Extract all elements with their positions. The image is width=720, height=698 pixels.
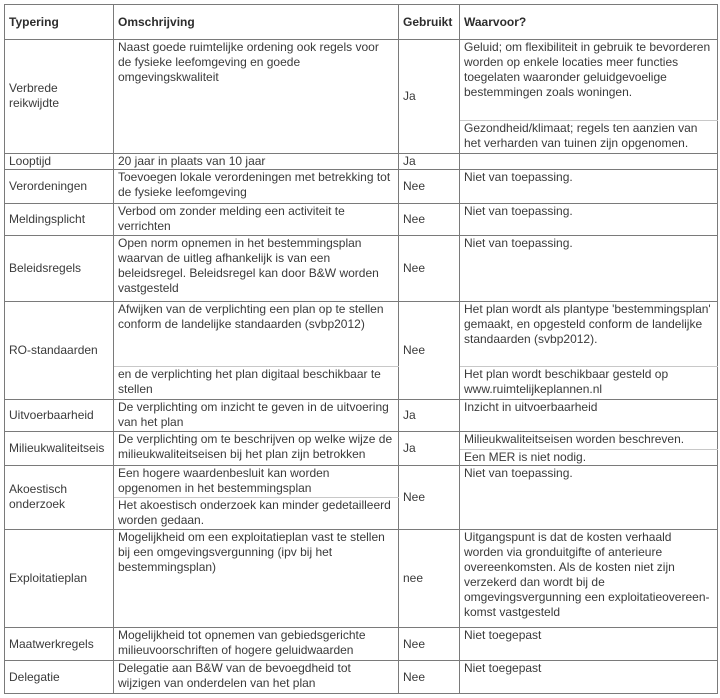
gebruikt-cell: Ja xyxy=(399,153,460,169)
table-row xyxy=(5,153,718,169)
typering-cell: Delegatie xyxy=(5,661,114,694)
omschrijving-cell: 20 jaar in plaats van 10 jaar xyxy=(114,153,399,169)
waarvoor-cell: Milieukwaliteitseisen worden beschreven. xyxy=(460,432,718,449)
waarvoor-cell: Uitgangspunt is dat de kosten verhaald worden via gronduitgifte of anterieure overeenkomsten. Als de kosten niet zijn verzekerd dan wordt bij de omgevingsvergunning een exploitatieovereen-komst vastgesteld xyxy=(460,529,718,628)
omschrijving-cell: Afwijken van de verplichting een plan op te stellen conform de landelijke standaarden (svbp2012) xyxy=(114,301,399,367)
gebruikt-cell: Ja xyxy=(399,432,460,466)
omschrijving-cell: Een hogere waardenbesluit kan worden opgenomen in het bestemmingsplan xyxy=(114,465,399,497)
instruments-table xyxy=(4,4,718,694)
table-row xyxy=(5,40,718,121)
table-row xyxy=(5,170,718,204)
typering-cell: RO-standaarden xyxy=(5,301,114,400)
omschrijving-cell: Open norm opnemen in het bestemmingsplan waarvan de uitleg afhankelijk is van een beleidsregel. Beleidsregel kan door B&W worden vastgesteld xyxy=(114,236,399,302)
omschrijving-cell: De verplichting om inzicht te geven in de uitvoering van het plan xyxy=(114,400,399,432)
table-row xyxy=(5,529,718,628)
table-row xyxy=(5,301,718,367)
header-waarvoor: Waarvoor? xyxy=(460,5,718,40)
typering-cell: Exploitatieplan xyxy=(5,529,114,628)
typering-cell: Meldingsplicht xyxy=(5,204,114,236)
header-row xyxy=(5,5,718,40)
waarvoor-cell: Geluid; om flexibiliteit in gebruik te bevorderen worden op enkele locaties meer functies toegelaten waaronder geluidgevoelige bestemmingen zoals woningen. xyxy=(460,40,718,121)
table-row xyxy=(5,432,718,449)
table-row xyxy=(5,236,718,302)
omschrijving-cell: Het akoestisch onderzoek kan minder gedetailleerd worden gedaan. xyxy=(114,497,399,529)
waarvoor-cell: Een MER is niet nodig. xyxy=(460,449,718,465)
omschrijving-cell: en de verplichting het plan digitaal beschikbaar te stellen xyxy=(114,367,399,400)
typering-cell: Beleidsregels xyxy=(5,236,114,302)
omschrijving-cell: De verplichting om te beschrijven op welke wijze de milieukwaliteitseisen bij het plan zijn betrokken xyxy=(114,432,399,466)
waarvoor-cell: Niet toegepast xyxy=(460,661,718,694)
typering-cell: Milieukwaliteitseis xyxy=(5,432,114,466)
header-gebruikt: Gebruikt xyxy=(399,5,460,40)
gebruikt-cell: nee xyxy=(399,529,460,628)
gebruikt-cell: Nee xyxy=(399,628,460,661)
typering-cell: Verbrede reikwijdte xyxy=(5,40,114,154)
gebruikt-cell: Nee xyxy=(399,661,460,694)
gebruikt-cell: Nee xyxy=(399,204,460,236)
typering-cell: Maatwerkregels xyxy=(5,628,114,661)
gebruikt-cell: Nee xyxy=(399,301,460,400)
table-row xyxy=(5,628,718,661)
waarvoor-cell xyxy=(460,153,718,169)
gebruikt-cell: Nee xyxy=(399,236,460,302)
typering-cell: Verordeningen xyxy=(5,170,114,204)
typering-cell: Uitvoerbaarheid xyxy=(5,400,114,432)
header-typering: Typering xyxy=(5,5,114,40)
gebruikt-cell: Nee xyxy=(399,465,460,529)
typering-cell: Akoestisch onderzoek xyxy=(5,465,114,529)
gebruikt-cell: Ja xyxy=(399,40,460,154)
waarvoor-cell: Niet toegepast xyxy=(460,628,718,661)
waarvoor-cell: Gezondheid/klimaat; regels ten aanzien van het verharden van tuinen zijn opgenomen. xyxy=(460,121,718,154)
table-row xyxy=(5,204,718,236)
waarvoor-cell: Het plan wordt beschikbaar gesteld op www.ruimtelijkeplannen.nl xyxy=(460,367,718,400)
table-row xyxy=(5,400,718,432)
waarvoor-cell: Niet van toepassing. xyxy=(460,204,718,236)
gebruikt-cell: Ja xyxy=(399,400,460,432)
omschrijving-cell: Naast goede ruimtelijke ordening ook regels voor de fysieke leefomgeving en goede omgevingskwaliteit xyxy=(114,40,399,154)
header-omschrijving: Omschrijving xyxy=(114,5,399,40)
waarvoor-cell: Het plan wordt als plantype 'bestemmingsplan' gemaakt, en opgesteld conform de landelijke standaarden (svbp2012). xyxy=(460,301,718,367)
waarvoor-cell: Niet van toepassing. xyxy=(460,236,718,302)
waarvoor-cell: Inzicht in uitvoerbaarheid xyxy=(460,400,718,432)
omschrijving-cell: Verbod om zonder melding een activiteit te verrichten xyxy=(114,204,399,236)
omschrijving-cell: Delegatie aan B&W van de bevoegdheid tot wijzigen van onderdelen van het plan xyxy=(114,661,399,694)
omschrijving-cell: Mogelijkheid om een exploitatieplan vast te stellen bij een omgevingsvergunning (ipv bij het bestemmingsplan) xyxy=(114,529,399,628)
table-row xyxy=(5,661,718,694)
waarvoor-cell: Niet van toepassing. xyxy=(460,170,718,204)
omschrijving-cell: Mogelijkheid tot opnemen van gebiedsgerichte milieuvoorschriften of hogere geluidwaarden xyxy=(114,628,399,661)
typering-cell: Looptijd xyxy=(5,153,114,169)
gebruikt-cell: Nee xyxy=(399,170,460,204)
table-row xyxy=(5,465,718,497)
waarvoor-cell: Niet van toepassing. xyxy=(460,465,718,529)
omschrijving-cell: Toevoegen lokale verordeningen met betrekking tot de fysieke leefomgeving xyxy=(114,170,399,204)
